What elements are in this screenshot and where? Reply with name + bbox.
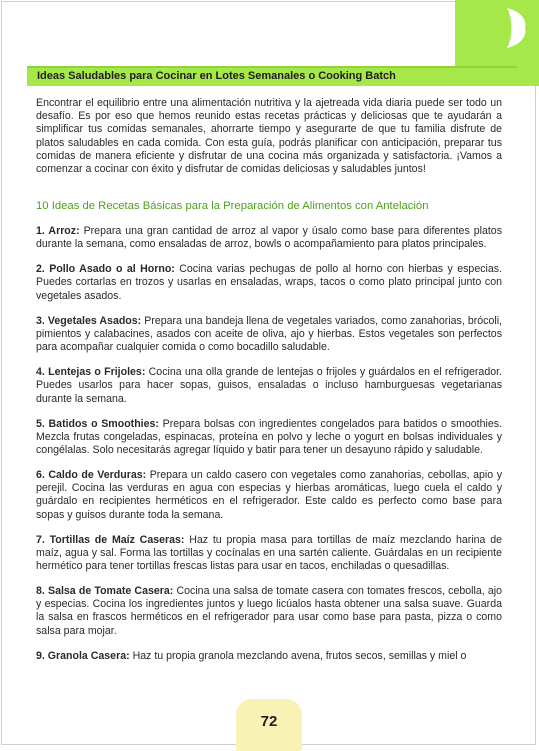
list-item: [36, 263, 502, 302]
list-item: [36, 534, 502, 573]
item-text: Cocina una salsa de tomate casera con tomates frescos, cebolla, ajo y especias. Cocina los ingredientes juntos y luego licúalos hasta obtener una salsa suave. Guarda la salsa en frascos herméticos en el refrigerador para usar como base para pasta, pizza o como salsa para mojar.: [36, 585, 502, 637]
list-item: [36, 315, 502, 354]
list-item: [36, 418, 502, 457]
item-label: 8. Salsa de Tomate Casera:: [36, 585, 174, 598]
item-label: 1. Arroz:: [36, 225, 80, 237]
recipe-list: [36, 225, 502, 675]
item-label: 4. Lentejas o Frijoles:: [36, 366, 146, 379]
item-text: Haz tu propia granola mezclando avena, frutos secos, semillas y miel o: [129, 649, 467, 662]
item-text: Cocina una olla grande de lentejas o frijoles y guárdalos en el refrigerador. Puedes usarlos para hacer sopas, guisos, ensaladas o incluso hamburguesas vegetarianas durante la semana.: [36, 366, 502, 405]
title-banner: [27, 66, 517, 86]
item-label: 6. Caldo de Verduras:: [36, 469, 147, 482]
item-text: Prepara una gran cantidad de arroz al vapor y úsalo como base para diferentes platos durante la semana, como ensaladas de arroz, bowls o acompañamiento para platos principales.: [36, 225, 502, 251]
page-number-tab: [236, 699, 302, 751]
item-text: Prepara bolsas con ingredientes congelados para batidos o smoothies. Mezcla frutas congeladas, espinacas, proteína en polvo y leche o yogurt en bolsas individuales y congélalas. Solo necesitarás agregar líquido y batir para tener un desayuno rápido y saludable.: [36, 417, 502, 456]
list-item: [36, 225, 502, 251]
list-item: [36, 585, 502, 637]
list-item: [36, 469, 502, 521]
intro-paragraph: Encontrar el equilibrio entre una alimentación nutritiva y la ajetreada vida diaria puede ser todo un desafío. Es por eso que hemos reunido estas recetas prácticas y deliciosas que te ayudarán a simplificar tus comidas semanales, ahorrarte tiempo y asegurarte de que tu familia disfrute de platos saludables en cada comida. Con esta guía, podrás planificar con anticipación, preparar tus comidas de manera eficiente y disfrutar de una cocina más organizada y satisfactoria. ¡Vamos a comenzar a cocinar con éxito y disfrutar de comidas deliciosas y saludables juntos!: [36, 97, 502, 176]
list-item: [36, 650, 502, 663]
page-title: Ideas Saludables para Cocinar en Lotes Semanales o Cooking Batch: [37, 70, 396, 82]
item-label: 9. Granola Casera:: [36, 649, 130, 662]
item-label: 7. Tortillas de Maíz Caseras:: [36, 533, 185, 546]
item-label: 5. Batidos o Smoothies:: [36, 417, 159, 430]
item-text: Haz tu propia masa para tortillas de maíz mezclando harina de maíz, agua y sal. Forma las tortillas y cocínalas en una sartén caliente. Guárdalas en un recipiente hermético para tener tortillas frescas listas para usar en tacos, enchiladas o quesadillas.: [36, 533, 502, 572]
section-heading: 10 Ideas de Recetas Básicas para la Preparación de Alimentos con Antelación: [36, 200, 429, 212]
item-label: 3. Vegetales Asados:: [36, 314, 142, 327]
item-text: Prepara una bandeja llena de vegetales variados, como zanahorias, brócoli, pimientos y calabacines, asados con aceite de oliva, ajo y hierbas. Estos vegetales son perfectos para acompañar cualquier comida o como bocadillo saludable.: [36, 314, 502, 354]
page-number: 72: [260, 713, 278, 730]
item-text: Prepara un caldo casero con vegetales como zanahorias, cebollas, apio y perejil. Cocina las verduras en agua con especias y hierbas aromáticas, luego cuela el caldo y guárdalo en recipientes herméticos en el refrigerador. Este caldo es perfecto como base para sopas y guisos durante toda la semana.: [36, 469, 502, 521]
leaf-icon: [503, 6, 529, 50]
list-item: [36, 366, 502, 405]
item-label: 2. Pollo Asado o al Horno:: [36, 263, 175, 276]
item-text: Cocina varias pechugas de pollo al horno con hierbas y especias. Puedes cortarlas en trozos y usarlas en ensaladas, wraps, tacos o como plato principal junto con vegetales asados.: [36, 263, 502, 302]
